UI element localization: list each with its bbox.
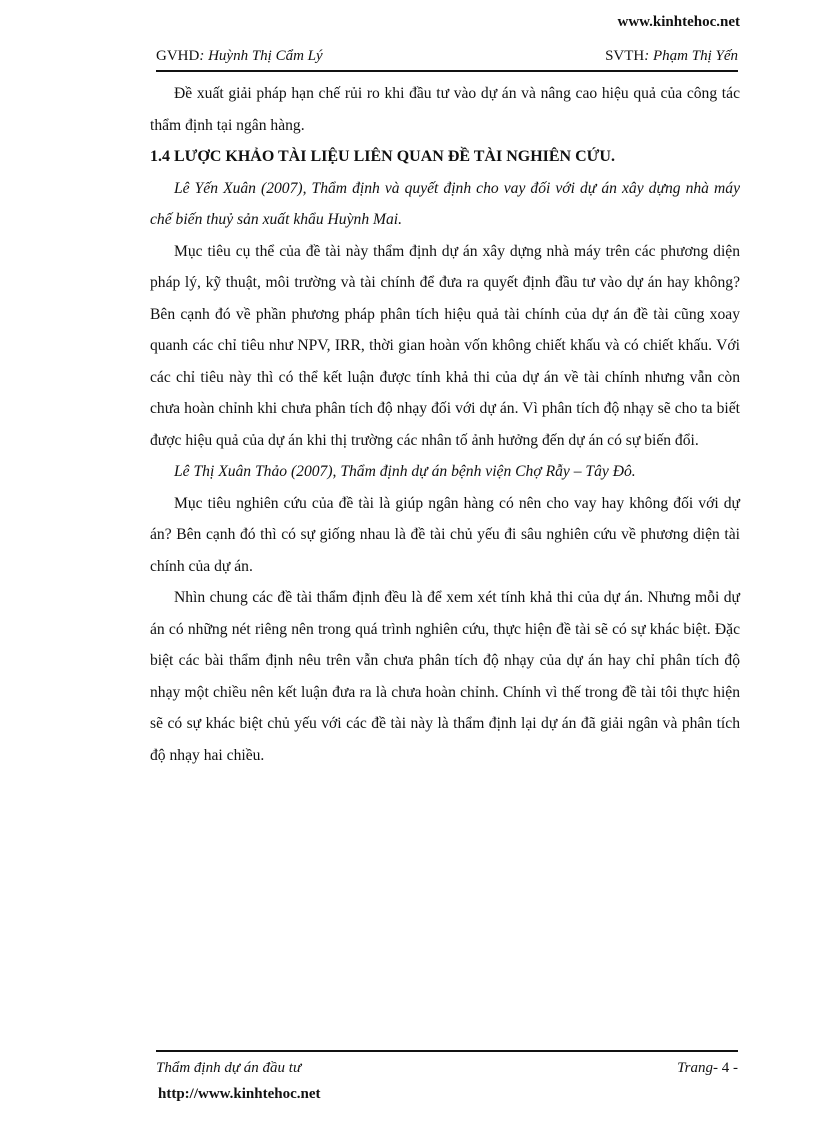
footer-title: Thẩm định dự án đầu tư <box>156 1060 302 1076</box>
section-heading: 1.4 LƯỢC KHẢO TÀI LIỆU LIÊN QUAN ĐỀ TÀI NGHIÊN CỨU. <box>150 148 615 165</box>
page-footer <box>156 1050 738 1076</box>
reference-2: Lê Thị Xuân Thảo (2007), Thẩm định dự án bệnh viện Chợ Rẫy – Tây Đô. <box>174 463 636 480</box>
footer-page <box>677 1060 738 1077</box>
gvhd-label: GVHD <box>156 48 200 64</box>
page-body <box>150 78 740 771</box>
paragraph-intro: Đề xuất giải pháp hạn chế rủi ro khi đầu tư vào dự án và nâng cao hiệu quả của công tác thẩm định tại ngân hàng. <box>150 85 740 134</box>
gvhd-name: : Huỳnh Thị Cẩm Lý <box>199 48 323 64</box>
page-number: - 4 - <box>713 1060 738 1076</box>
paragraph-2: Mục tiêu cụ thể của đề tài này thẩm định dự án xây dựng nhà máy trên các phương diện pháp lý, kỹ thuật, môi trường và tài chính để đưa ra quyết định đầu tư vào dự án hay không? Bên cạnh đó về phần phương pháp phân tích hiệu quả tài chính của dự án đề tài cũng xoay quanh các chỉ tiêu như NPV, IRR, thời gian hoàn vốn không chiết khấu và có chiết khấu. Với các chỉ tiêu này thì có thể kết luận được tính khả thi của dự án về tài chính nhưng vẫn còn chưa hoàn chỉnh khi chưa phân tích độ nhạy đối với dự án. Vì phân tích độ nhạy sẽ cho ta biết được hiệu quả của dự án khi thị trường các nhân tố ảnh hưởng đến dự án có sự biến đổi. <box>150 242 740 449</box>
paragraph-3: Mục tiêu nghiên cứu của đề tài là giúp ngân hàng có nên cho vay hay không đối với dự án? Bên cạnh đó thì có sự giống nhau là đề tài chủ yếu đi sâu nghiên cứu về phương diện tài chính của dự án. <box>150 494 740 575</box>
page-header <box>156 46 738 72</box>
svth-label: SVTH <box>605 48 645 64</box>
header-gvhd <box>156 48 323 65</box>
header-svth <box>605 48 738 65</box>
reference-1: Lê Yến Xuân (2007), Thẩm định và quyết định cho vay đối với dự án xây dựng nhà máy chế biến thuỷ sản xuất khẩu Huỳnh Mai. <box>150 179 740 228</box>
paragraph-4: Nhìn chung các đề tài thẩm định đều là để xem xét tính khả thi của dự án. Nhưng mỗi dự án có những nét riêng nên trong quá trình nghiên cứu, thực hiện đề tài sẽ có sự khác biệt. Đặc biệt các bài thẩm định nêu trên vẫn chưa phân tích độ nhạy của dự án hay chỉ phân tích độ nhạy một chiều nên kết luận đưa ra là chưa hoàn chỉnh. Chính vì thế trong đề tài tôi thực hiện sẽ có sự khác biệt chủ yếu với các đề tài này là thẩm định lại dự án đã giải ngân và phân tích độ nhạy hai chiều. <box>150 589 740 764</box>
svth-name: : Phạm Thị Yến <box>644 48 738 64</box>
site-url-bottom[interactable]: http://www.kinhtehoc.net <box>158 1086 321 1102</box>
page-label: Trang <box>677 1060 713 1076</box>
site-url-top: www.kinhtehoc.net <box>617 14 740 30</box>
